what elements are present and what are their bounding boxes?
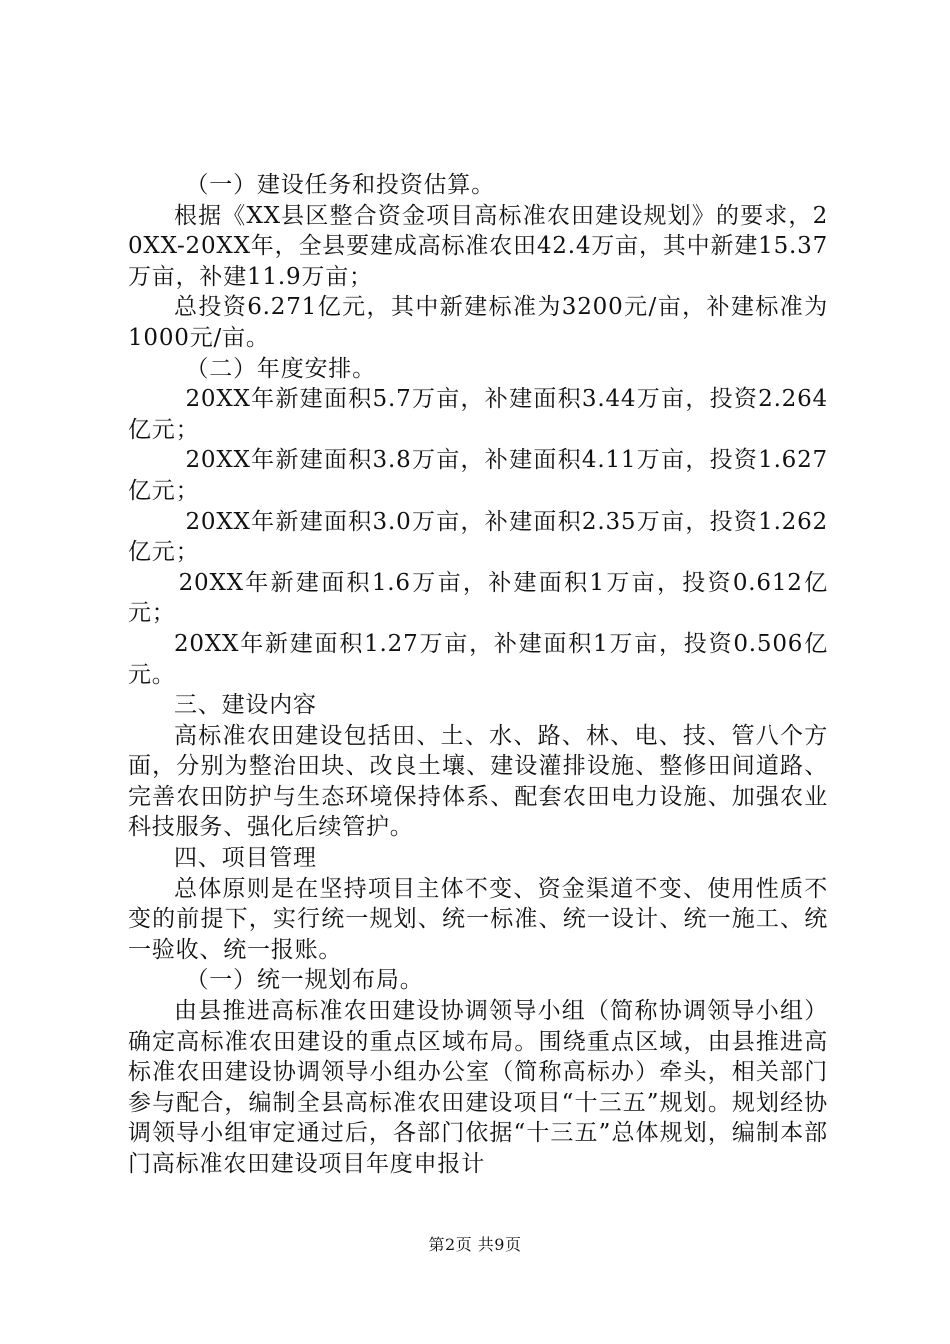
section-heading-construction-tasks: （一）建设任务和投资估算。: [185, 172, 495, 198]
paragraph-year-3: 20XX年新建面积3.0万亩，补建面积2.35万亩，投资1.262亿元；: [128, 508, 828, 566]
paragraph-construction-content: 高标准农田建设包括田、土、水、路、林、电、技、管八个方面，分别为整治田块、改良土壤、建设灌排设施、整修田间道路、完善农田防护与生态环境保持体系、配套农田电力设施、加强农业科技服务、强化后续管护。: [128, 722, 828, 841]
paragraph-year-4: 20XX年新建面积1.6万亩，补建面积1万亩，投资0.612亿元；: [128, 569, 828, 627]
paragraph-general-principle: 总体原则是在坚持项目主体不变、资金渠道不变、使用性质不变的前提下，实行统一规划、统一标准、统一设计、统一施工、统一验收、统一报账。: [128, 875, 828, 963]
page-number-footer: 第2页 共9页: [428, 1235, 522, 1254]
paragraph-total-investment: 总投资6.271亿元，其中新建标准为3200元/亩，补建标准为1000元/亩。: [128, 294, 828, 351]
section-heading-project-management: 四、项目管理: [174, 845, 317, 872]
paragraph-unified-planning: 由县推进高标准农田建设协调领导小组（简称协调领导小组）确定高标准农田建设的重点区域布局。围绕重点区域，由县推进高标准农田建设协调领导小组办公室（简称高标办）牵头，相关部门参与配合，编制全县高标准农田建设项目“十三五”规划。规划经协调领导小组审定通过后，各部门依据“十三五”总体规划，编制本部门高标准农田建设项目年度申报计: [128, 998, 828, 1177]
section-heading-unified-planning: （一）统一规划布局。: [185, 967, 424, 994]
paragraph-year-2: 20XX年新建面积3.8万亩，补建面积4.11万亩，投资1.627亿元；: [128, 447, 828, 504]
paragraph-year-5: 20XX年新建面积1.27万亩，补建面积1万亩，投资0.506亿元。: [128, 630, 828, 688]
document-body: [128, 170, 828, 1180]
section-heading-annual-schedule: （二）年度安排。: [185, 355, 376, 382]
section-heading-construction-content: 三、建设内容: [174, 692, 317, 719]
paragraph-year-1: 20XX年新建面积5.7万亩，补建面积3.44万亩，投资2.264亿元；: [128, 386, 828, 443]
paragraph-plan-requirements: 根据《XX县区整合资金项目高标准农田建设规划》的要求，20XX-20XX年，全县要建成高标准农田42.4万亩，其中新建15.37万亩，补建11.9万亩；: [128, 202, 828, 290]
